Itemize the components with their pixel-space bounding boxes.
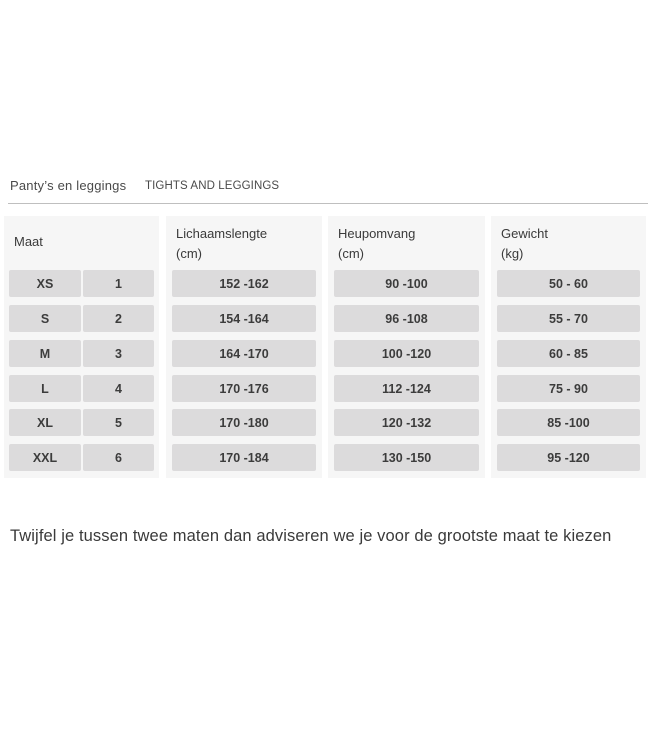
body-length-unit: (cm) [176,246,202,261]
size-number-cell: 1 [83,270,154,297]
hip-cell: 90 -100 [334,270,479,297]
size-number-cell: 4 [83,375,154,402]
weight-cell: 85 -100 [497,409,640,436]
maat-column [4,216,159,478]
body-length-cell: 170 -176 [172,375,316,402]
size-cell: XL [9,409,81,436]
hip-cell: 120 -132 [334,409,479,436]
size-chart-header [10,178,650,198]
hip-cell: 96 -108 [334,305,479,332]
maat-heading [14,232,43,252]
hip-heading-label: Heupomvang [338,226,416,241]
hip-cell: 112 -124 [334,375,479,402]
body-length-cell: 170 -184 [172,444,316,471]
maat-heading-label: Maat [14,234,43,249]
hip-unit: (cm) [338,246,364,261]
hip-heading [338,224,415,264]
title-dutch: Panty’s en leggings [10,178,127,193]
size-number-cell: 3 [83,340,154,367]
size-cell: S [9,305,81,332]
weight-cell: 55 - 70 [497,305,640,332]
hip-cell: 100 -120 [334,340,479,367]
size-advice-note: Twijfel je tussen twee maten dan adviseren we je voor de grootste maat te kiezen [10,527,612,545]
weight-heading [501,224,548,264]
body-length-heading-label: Lichaamslengte [176,226,268,241]
weight-cell: 60 - 85 [497,340,640,367]
size-cell: XXL [9,444,81,471]
weight-cell: 75 - 90 [497,375,640,402]
hip-circumference-column [328,216,485,478]
header-divider [8,203,648,204]
size-cell: M [9,340,81,367]
body-length-heading [176,224,267,264]
title-english: TIGHTS AND LEGGINGS [145,180,280,192]
body-length-cell: 152 -162 [172,270,316,297]
size-cell: L [9,375,81,402]
hip-cell: 130 -150 [334,444,479,471]
body-length-cell: 164 -170 [172,340,316,367]
body-length-cell: 170 -180 [172,409,316,436]
body-length-column [166,216,322,478]
weight-unit: (kg) [501,246,524,261]
weight-column [491,216,646,478]
size-number-cell: 5 [83,409,154,436]
size-cell: XS [9,270,81,297]
weight-cell: 50 - 60 [497,270,640,297]
size-number-cell: 2 [83,305,154,332]
weight-heading-label: Gewicht [501,226,548,241]
weight-cell: 95 -120 [497,444,640,471]
size-number-cell: 6 [83,444,154,471]
body-length-cell: 154 -164 [172,305,316,332]
